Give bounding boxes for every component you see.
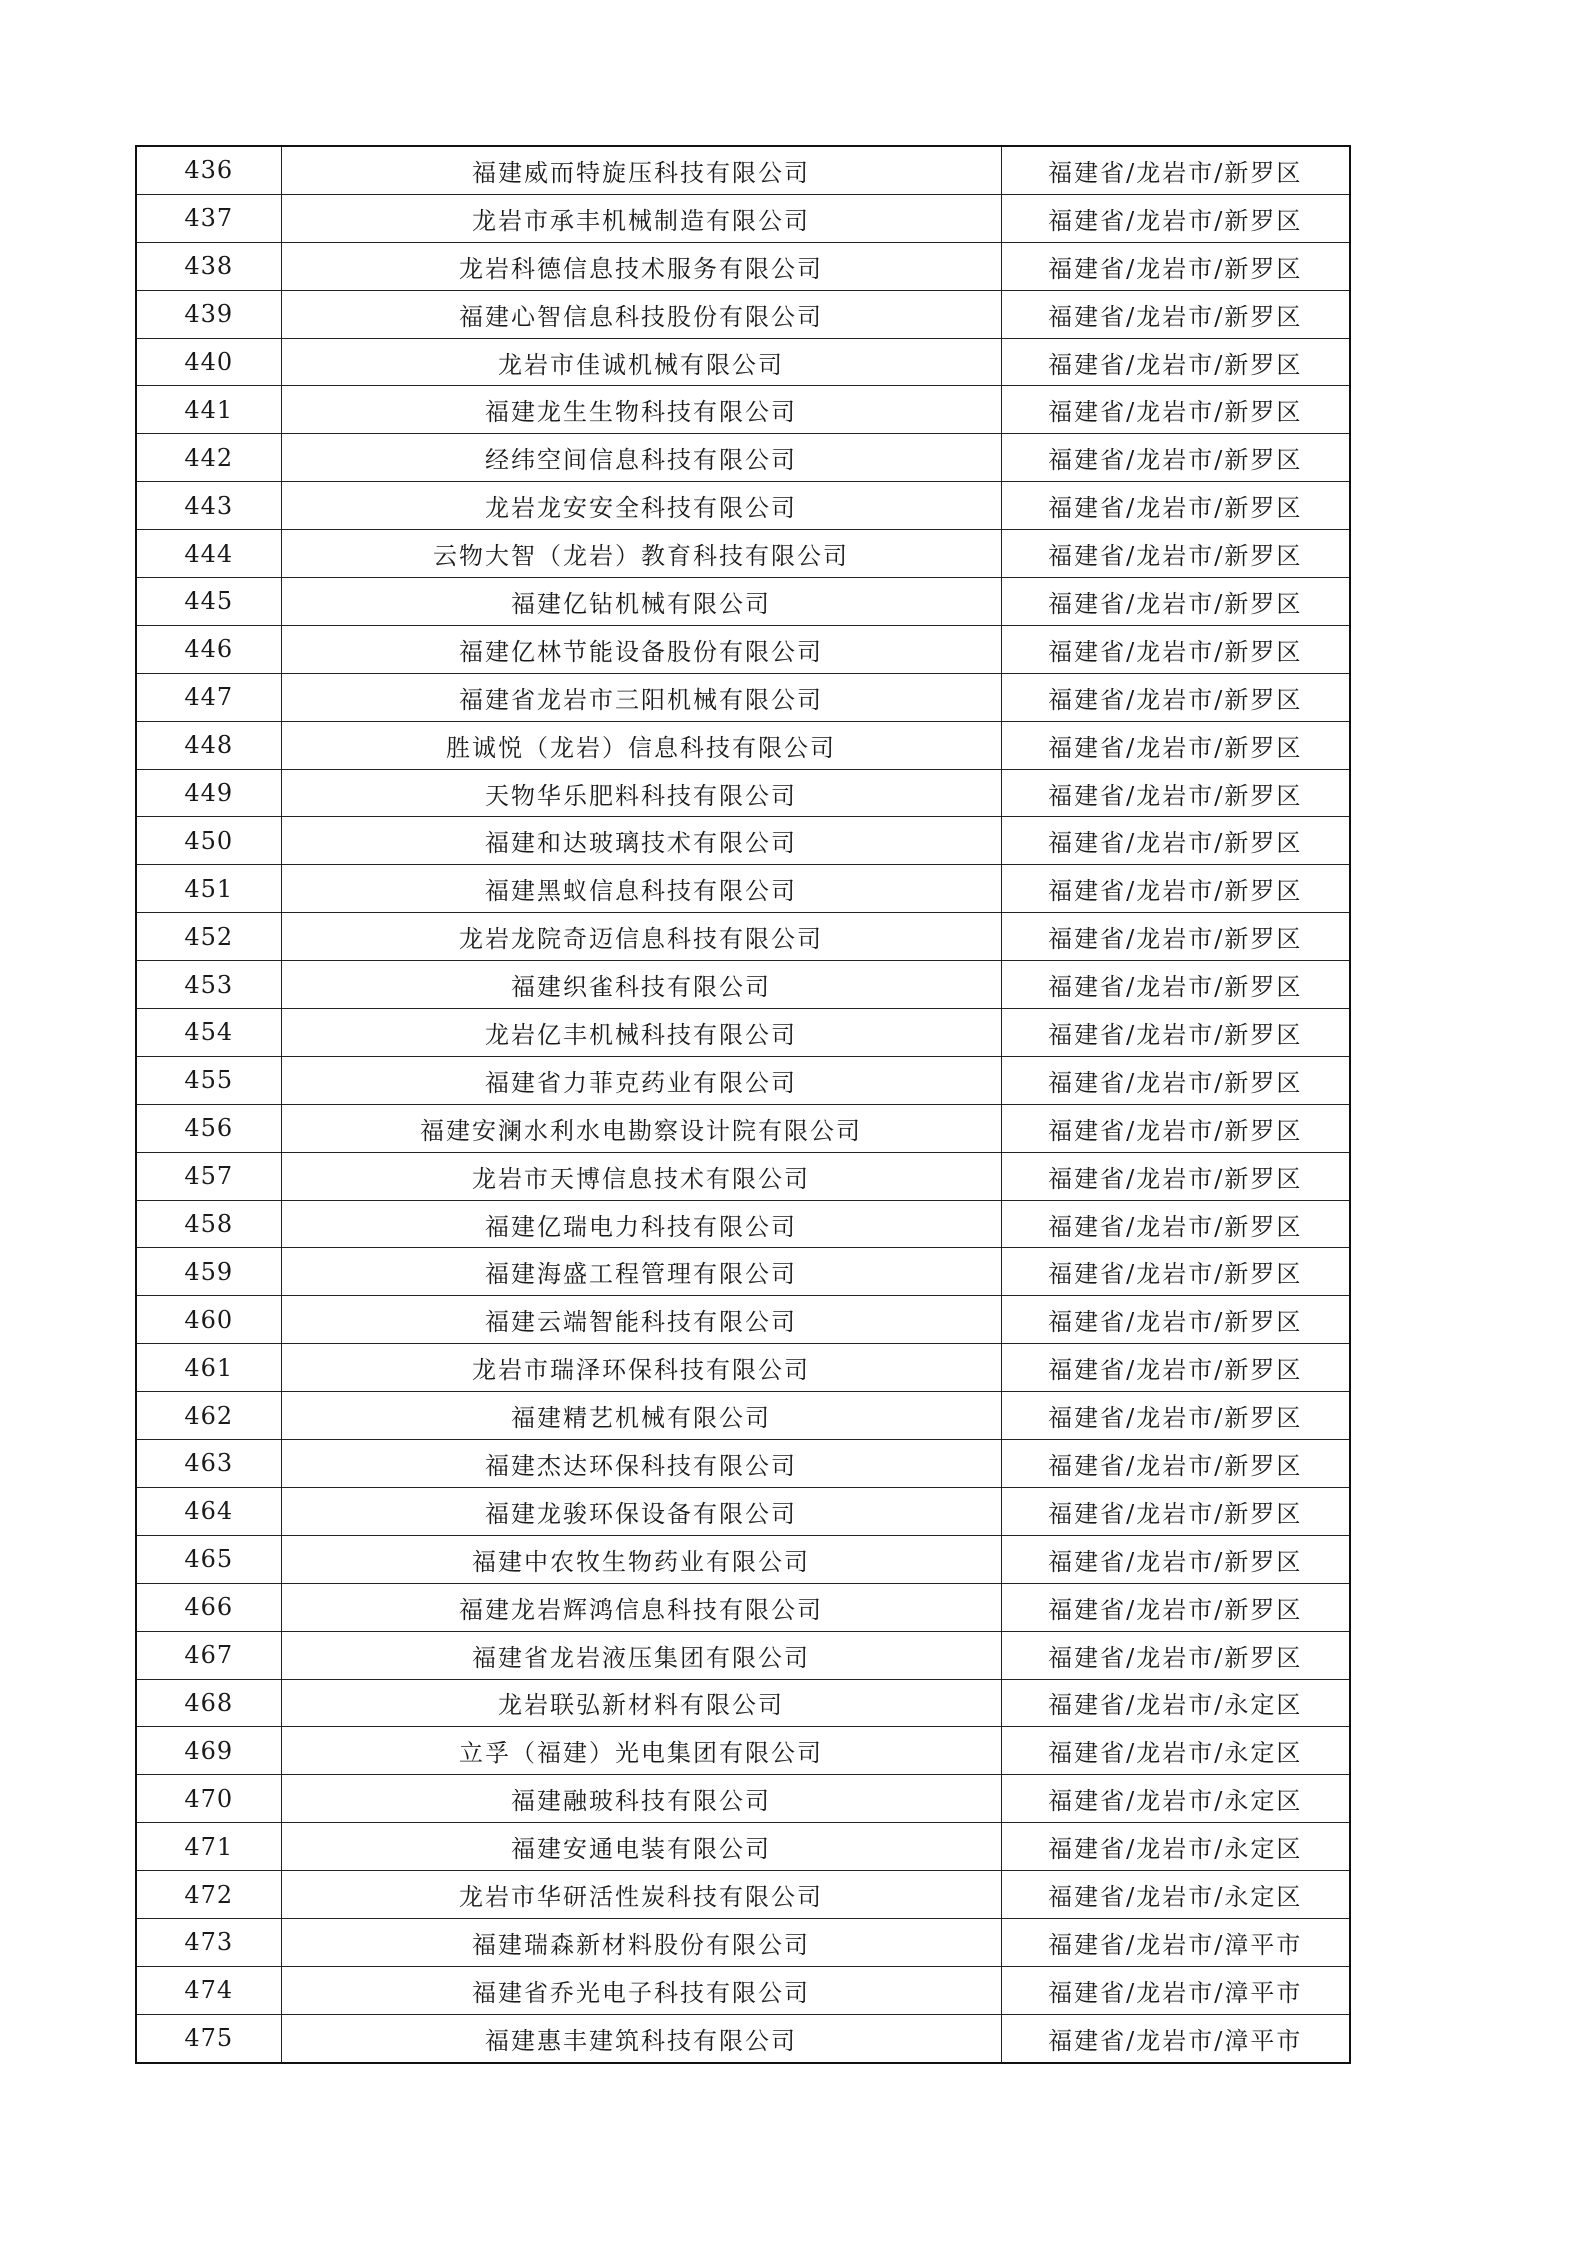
- row-number-cell: 460: [136, 1296, 281, 1344]
- company-name-cell: 龙岩市佳诚机械有限公司: [281, 338, 1001, 386]
- region-cell: 福建省/龙岩市/漳平市: [1001, 1918, 1350, 1966]
- row-number-cell: 466: [136, 1583, 281, 1631]
- company-name-cell: 龙岩亿丰机械科技有限公司: [281, 1009, 1001, 1057]
- table-row: [136, 1487, 1350, 1535]
- table-row: [136, 769, 1350, 817]
- company-name-cell: 福建安通电装有限公司: [281, 1823, 1001, 1871]
- row-number-cell: 436: [136, 146, 281, 194]
- region-cell: 福建省/龙岩市/新罗区: [1001, 530, 1350, 578]
- region-cell: 福建省/龙岩市/新罗区: [1001, 1487, 1350, 1535]
- company-name-cell: 福建龙岩辉鸿信息科技有限公司: [281, 1583, 1001, 1631]
- region-cell: 福建省/龙岩市/新罗区: [1001, 913, 1350, 961]
- company-name-cell: 福建亿瑞电力科技有限公司: [281, 1200, 1001, 1248]
- row-number-cell: 437: [136, 194, 281, 242]
- row-number-cell: 445: [136, 578, 281, 626]
- region-cell: 福建省/龙岩市/新罗区: [1001, 721, 1350, 769]
- region-cell: 福建省/龙岩市/新罗区: [1001, 1248, 1350, 1296]
- region-cell: 福建省/龙岩市/新罗区: [1001, 1009, 1350, 1057]
- row-number-cell: 461: [136, 1344, 281, 1392]
- company-name-cell: 立孚（福建）光电集团有限公司: [281, 1727, 1001, 1775]
- region-cell: 福建省/龙岩市/新罗区: [1001, 1296, 1350, 1344]
- table-row: [136, 1871, 1350, 1919]
- region-cell: 福建省/龙岩市/新罗区: [1001, 578, 1350, 626]
- row-number-cell: 442: [136, 434, 281, 482]
- region-cell: 福建省/龙岩市/新罗区: [1001, 1583, 1350, 1631]
- row-number-cell: 451: [136, 865, 281, 913]
- table-row: [136, 434, 1350, 482]
- row-number-cell: 449: [136, 769, 281, 817]
- region-cell: 福建省/龙岩市/新罗区: [1001, 146, 1350, 194]
- company-name-cell: 福建安澜水利水电勘察设计院有限公司: [281, 1104, 1001, 1152]
- region-cell: 福建省/龙岩市/新罗区: [1001, 1344, 1350, 1392]
- row-number-cell: 465: [136, 1535, 281, 1583]
- region-cell: 福建省/龙岩市/新罗区: [1001, 865, 1350, 913]
- region-cell: 福建省/龙岩市/新罗区: [1001, 434, 1350, 482]
- company-name-cell: 福建省乔光电子科技有限公司: [281, 1966, 1001, 2014]
- row-number-cell: 468: [136, 1679, 281, 1727]
- region-cell: 福建省/龙岩市/新罗区: [1001, 1104, 1350, 1152]
- company-name-cell: 福建亿林节能设备股份有限公司: [281, 625, 1001, 673]
- table-row: [136, 1009, 1350, 1057]
- row-number-cell: 462: [136, 1392, 281, 1440]
- row-number-cell: 443: [136, 482, 281, 530]
- table-row: [136, 1056, 1350, 1104]
- table-row: [136, 1775, 1350, 1823]
- row-number-cell: 438: [136, 242, 281, 290]
- region-cell: 福建省/龙岩市/永定区: [1001, 1679, 1350, 1727]
- region-cell: 福建省/龙岩市/新罗区: [1001, 817, 1350, 865]
- table-row: [136, 194, 1350, 242]
- region-cell: 福建省/龙岩市/新罗区: [1001, 482, 1350, 530]
- region-cell: 福建省/龙岩市/永定区: [1001, 1775, 1350, 1823]
- row-number-cell: 440: [136, 338, 281, 386]
- table-row: [136, 290, 1350, 338]
- table-row: [136, 1966, 1350, 2014]
- company-name-cell: 福建云端智能科技有限公司: [281, 1296, 1001, 1344]
- table-row: [136, 2014, 1350, 2062]
- region-cell: 福建省/龙岩市/漳平市: [1001, 1966, 1350, 2014]
- company-name-cell: 天物华乐肥料科技有限公司: [281, 769, 1001, 817]
- row-number-cell: 447: [136, 673, 281, 721]
- row-number-cell: 469: [136, 1727, 281, 1775]
- row-number-cell: 444: [136, 530, 281, 578]
- company-name-cell: 胜诚悦（龙岩）信息科技有限公司: [281, 721, 1001, 769]
- table-row: [136, 1104, 1350, 1152]
- company-name-cell: 福建黑蚁信息科技有限公司: [281, 865, 1001, 913]
- company-name-cell: 龙岩市瑞泽环保科技有限公司: [281, 1344, 1001, 1392]
- table-row: [136, 817, 1350, 865]
- table-row: [136, 1248, 1350, 1296]
- row-number-cell: 454: [136, 1009, 281, 1057]
- company-name-cell: 龙岩联弘新材料有限公司: [281, 1679, 1001, 1727]
- table-row: [136, 1535, 1350, 1583]
- table-row: [136, 1440, 1350, 1488]
- company-name-cell: 福建惠丰建筑科技有限公司: [281, 2014, 1001, 2062]
- company-name-cell: 福建省龙岩液压集团有限公司: [281, 1631, 1001, 1679]
- table-row: [136, 865, 1350, 913]
- table-row: [136, 338, 1350, 386]
- table-row: [136, 482, 1350, 530]
- row-number-cell: 467: [136, 1631, 281, 1679]
- company-name-cell: 福建织雀科技有限公司: [281, 961, 1001, 1009]
- region-cell: 福建省/龙岩市/新罗区: [1001, 961, 1350, 1009]
- company-name-cell: 福建龙骏环保设备有限公司: [281, 1487, 1001, 1535]
- region-cell: 福建省/龙岩市/新罗区: [1001, 386, 1350, 434]
- table-row: [136, 1823, 1350, 1871]
- row-number-cell: 455: [136, 1056, 281, 1104]
- table-row: [136, 1918, 1350, 1966]
- company-name-cell: 福建龙生生物科技有限公司: [281, 386, 1001, 434]
- row-number-cell: 463: [136, 1440, 281, 1488]
- company-name-cell: 龙岩市天博信息技术有限公司: [281, 1152, 1001, 1200]
- company-name-cell: 龙岩市华研活性炭科技有限公司: [281, 1871, 1001, 1919]
- table-row: [136, 1631, 1350, 1679]
- region-cell: 福建省/龙岩市/新罗区: [1001, 1056, 1350, 1104]
- row-number-cell: 452: [136, 913, 281, 961]
- region-cell: 福建省/龙岩市/新罗区: [1001, 290, 1350, 338]
- company-name-cell: 福建威而特旋压科技有限公司: [281, 146, 1001, 194]
- region-cell: 福建省/龙岩市/新罗区: [1001, 769, 1350, 817]
- table-row: [136, 1152, 1350, 1200]
- region-cell: 福建省/龙岩市/永定区: [1001, 1871, 1350, 1919]
- company-name-cell: 福建省龙岩市三阳机械有限公司: [281, 673, 1001, 721]
- table-row: [136, 673, 1350, 721]
- row-number-cell: 459: [136, 1248, 281, 1296]
- region-cell: 福建省/龙岩市/新罗区: [1001, 673, 1350, 721]
- table-row: [136, 530, 1350, 578]
- table-row: [136, 721, 1350, 769]
- row-number-cell: 448: [136, 721, 281, 769]
- table-row: [136, 1344, 1350, 1392]
- row-number-cell: 475: [136, 2014, 281, 2062]
- row-number-cell: 473: [136, 1918, 281, 1966]
- company-name-cell: 福建心智信息科技股份有限公司: [281, 290, 1001, 338]
- table-row: [136, 1296, 1350, 1344]
- region-cell: 福建省/龙岩市/新罗区: [1001, 625, 1350, 673]
- region-cell: 福建省/龙岩市/新罗区: [1001, 194, 1350, 242]
- table-row: [136, 625, 1350, 673]
- row-number-cell: 441: [136, 386, 281, 434]
- company-name-cell: 福建融玻科技有限公司: [281, 1775, 1001, 1823]
- row-number-cell: 453: [136, 961, 281, 1009]
- company-name-cell: 福建省力菲克药业有限公司: [281, 1056, 1001, 1104]
- row-number-cell: 446: [136, 625, 281, 673]
- region-cell: 福建省/龙岩市/新罗区: [1001, 338, 1350, 386]
- company-name-cell: 龙岩龙安安全科技有限公司: [281, 482, 1001, 530]
- table-row: [136, 146, 1350, 194]
- company-name-cell: 福建中农牧生物药业有限公司: [281, 1535, 1001, 1583]
- company-name-cell: 经纬空间信息科技有限公司: [281, 434, 1001, 482]
- row-number-cell: 450: [136, 817, 281, 865]
- region-cell: 福建省/龙岩市/永定区: [1001, 1727, 1350, 1775]
- row-number-cell: 458: [136, 1200, 281, 1248]
- row-number-cell: 457: [136, 1152, 281, 1200]
- region-cell: 福建省/龙岩市/漳平市: [1001, 2014, 1350, 2062]
- row-number-cell: 439: [136, 290, 281, 338]
- table-row: [136, 1200, 1350, 1248]
- table-row: [136, 961, 1350, 1009]
- row-number-cell: 464: [136, 1487, 281, 1535]
- table-row: [136, 1583, 1350, 1631]
- region-cell: 福建省/龙岩市/永定区: [1001, 1823, 1350, 1871]
- region-cell: 福建省/龙岩市/新罗区: [1001, 242, 1350, 290]
- region-cell: 福建省/龙岩市/新罗区: [1001, 1200, 1350, 1248]
- region-cell: 福建省/龙岩市/新罗区: [1001, 1152, 1350, 1200]
- table-row: [136, 1679, 1350, 1727]
- company-name-cell: 福建杰达环保科技有限公司: [281, 1440, 1001, 1488]
- company-name-cell: 福建精艺机械有限公司: [281, 1392, 1001, 1440]
- region-cell: 福建省/龙岩市/新罗区: [1001, 1631, 1350, 1679]
- company-name-cell: 龙岩龙院奇迈信息科技有限公司: [281, 913, 1001, 961]
- company-name-cell: 龙岩市承丰机械制造有限公司: [281, 194, 1001, 242]
- table-row: [136, 578, 1350, 626]
- company-name-cell: 福建海盛工程管理有限公司: [281, 1248, 1001, 1296]
- table-row: [136, 386, 1350, 434]
- table-body: [136, 146, 1350, 2063]
- company-name-cell: 福建亿钻机械有限公司: [281, 578, 1001, 626]
- row-number-cell: 472: [136, 1871, 281, 1919]
- region-cell: 福建省/龙岩市/新罗区: [1001, 1392, 1350, 1440]
- company-name-cell: 福建瑞森新材料股份有限公司: [281, 1918, 1001, 1966]
- table-row: [136, 1392, 1350, 1440]
- enterprise-table: [135, 145, 1351, 2064]
- row-number-cell: 471: [136, 1823, 281, 1871]
- company-name-cell: 云物大智（龙岩）教育科技有限公司: [281, 530, 1001, 578]
- table-row: [136, 242, 1350, 290]
- company-name-cell: 福建和达玻璃技术有限公司: [281, 817, 1001, 865]
- region-cell: 福建省/龙岩市/新罗区: [1001, 1440, 1350, 1488]
- row-number-cell: 456: [136, 1104, 281, 1152]
- row-number-cell: 470: [136, 1775, 281, 1823]
- region-cell: 福建省/龙岩市/新罗区: [1001, 1535, 1350, 1583]
- table-row: [136, 1727, 1350, 1775]
- table-row: [136, 913, 1350, 961]
- company-name-cell: 龙岩科德信息技术服务有限公司: [281, 242, 1001, 290]
- row-number-cell: 474: [136, 1966, 281, 2014]
